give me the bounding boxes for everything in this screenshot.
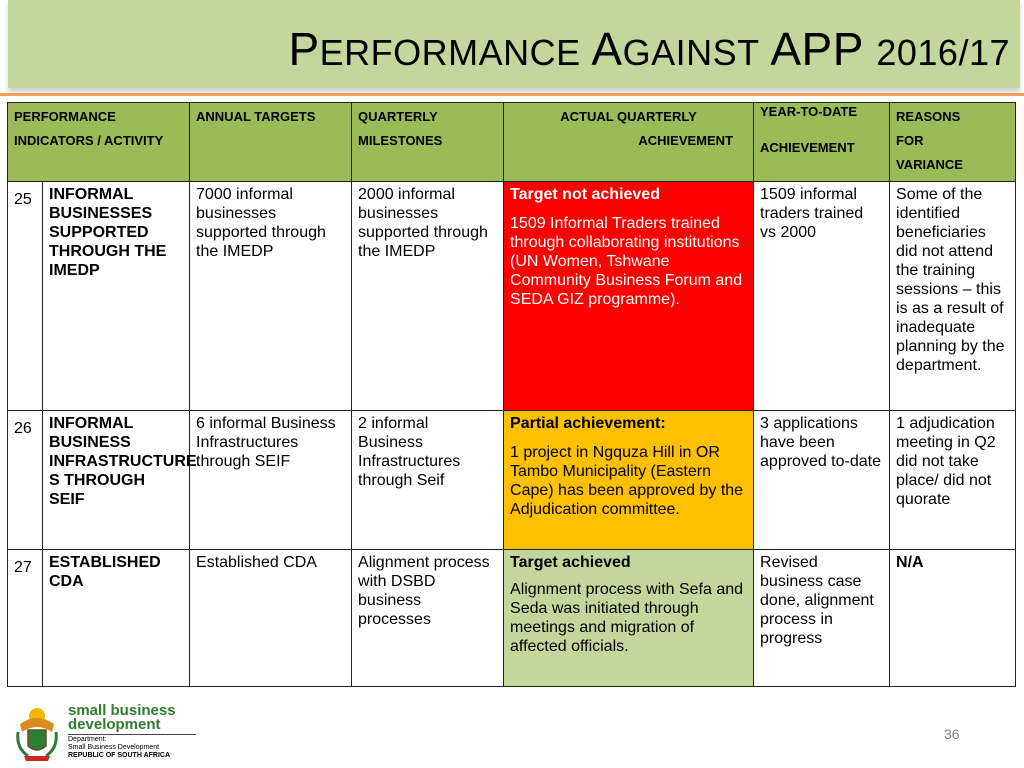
title-initial-p: P <box>288 23 320 75</box>
header-annual-targets: ANNUAL TARGETS <box>190 103 352 182</box>
year-to-date-cell: Revised business case done, alignment process in progress <box>754 550 890 687</box>
status-label: Partial achievement: <box>510 415 666 432</box>
year-to-date-cell: 1509 informal traders trained vs 2000 <box>754 182 890 411</box>
title-initial-a: A <box>591 23 623 75</box>
annual-target-cell: 7000 informal businesses supported through the IMEDP <box>190 182 352 411</box>
quarterly-milestone-cell: 2 informal Business Infrastructures through Seif <box>352 411 504 550</box>
status-label: Target achieved <box>510 554 631 571</box>
row-number: 27 <box>8 550 43 687</box>
department-logo: small business development Department: Small Business Development REPUBLIC OF SOUTH AFRICA <box>10 702 230 764</box>
page-number: 36 <box>944 726 960 742</box>
indicator-cell: INFORMAL BUSINESSES SUPPORTED THROUGH THE IMEDP <box>43 182 190 411</box>
quarterly-milestone-cell: Alignment process with DSBD business processes <box>352 550 504 687</box>
achievement-cell <box>504 550 754 687</box>
reasons-cell: N/A <box>890 550 1016 687</box>
achievement-cell <box>504 182 754 411</box>
table-header-row <box>8 103 1016 182</box>
table-row <box>8 550 1016 687</box>
reasons-cell: 1 adjudication meeting in Q2 did not take place/ did not quorate <box>890 411 1016 550</box>
status-label: Target not achieved <box>510 186 660 203</box>
quarterly-milestone-cell: 2000 informal businesses supported through the IMEDP <box>352 182 504 411</box>
header-quarterly-milestones: QUARTERLY MILESTONES <box>352 103 504 182</box>
title-year: 2016/17 <box>876 32 1010 73</box>
title-bar <box>8 0 1020 88</box>
reasons-cell: Some of the identified beneficiaries did not attend the training sessions – this is as a result of inadequate planning by the department. <box>890 182 1016 411</box>
row-number: 25 <box>8 182 43 411</box>
header-actual-achievement: ACTUAL QUARTERLY ACHIEVEMENT <box>504 103 754 182</box>
row-number: 26 <box>8 411 43 550</box>
header-reasons: REASONS FOR VARIANCE <box>890 103 1016 182</box>
annual-target-cell: Established CDA <box>190 550 352 687</box>
achievement-text: Alignment process with Sefa and Seda was initiated through meetings and migration of affected officials. <box>510 581 744 655</box>
title-word-against: GAINST <box>622 32 760 73</box>
title-word-app: APP <box>770 23 864 75</box>
table-row <box>8 411 1016 550</box>
title-word-performance: ERFORMANCE <box>319 32 581 73</box>
coat-of-arms-icon <box>14 704 60 762</box>
header-indicators: PERFORMANCE INDICATORS / ACTIVITY <box>8 103 190 182</box>
performance-table <box>7 102 1016 687</box>
header-year-to-date: YEAR-TO-DATE ACHIEVEMENT <box>754 103 890 182</box>
achievement-cell <box>504 411 754 550</box>
indicator-cell: ESTABLISHED CDA <box>43 550 190 687</box>
year-to-date-cell: 3 applications have been approved to-date <box>754 411 890 550</box>
indicator-cell: INFORMAL BUSINESS INFRASTRUCTURE S THROUGH SEIF <box>43 411 190 550</box>
achievement-text: 1509 Informal Traders trained through collaborating institutions (UN Women, Tshwane Community Business Forum and SEDA GIZ programme). <box>510 215 743 308</box>
achievement-text: 1 project in Ngquza Hill in OR Tambo Municipality (Eastern Cape) has been approved by the Adjudication committee. <box>510 444 744 518</box>
table-row <box>8 182 1016 411</box>
annual-target-cell: 6 informal Business Infrastructures through SEIF <box>190 411 352 550</box>
page-title <box>288 22 1010 76</box>
